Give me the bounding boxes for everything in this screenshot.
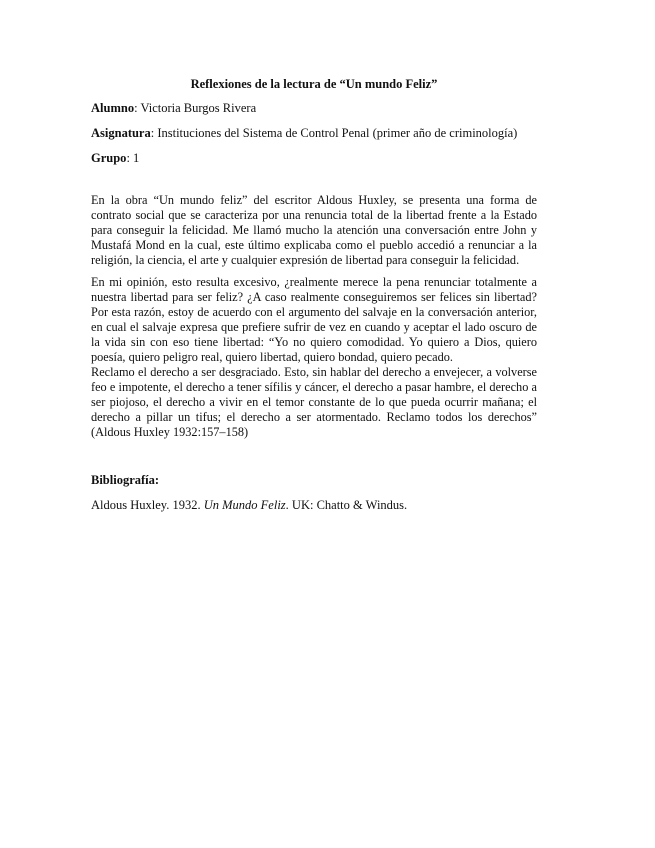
group-line [91,150,537,166]
body-paragraph-2: En mi opinión, esto resulta excesivo, ¿realmente merece la pena renunciar totalmente a nuestra libertad para ser feliz? ¿A caso realmente conseguiremos ser felices sin libertad? Por esta razón, estoy de acuerdo con el argumento del salvaje en la conversación anterior, en cual el salvaje expresa que prefiere sufrir de vez en cuando y aceptar el lado oscuro de la vida sin con eso tiene libertad: “Yo no quiero comodidad. Yo quiero a Dios, quiero poesía, quiero peligro real, quiero libertad, quiero bondad, quiero pecado. [91,275,537,364]
bibliography-author: Aldous Huxley. 1932. [91,498,204,512]
student-line [91,100,537,116]
bibliography-title: Un Mundo Feliz [203,498,286,512]
body-paragraph-1: En la obra “Un mundo feliz” del escritor Aldous Huxley, se presenta una forma de contrato social que se caracteriza por una renuncia total de la libertad frente a la Estado para conseguir la felicidad. Me llamó mucho la atención una conversación entre John y Mustafá Mond en la cual, este último explicaba como el pueblo accedió a renunciar a la religión, la ciencia, el arte y cualquier expresión de libertad para conseguir la felicidad. [91,193,537,267]
subject-value: : Instituciones del Sistema de Control Penal (primer año de criminología) [150,126,518,140]
body-paragraph-3: Reclamo el derecho a ser desgraciado. Esto, sin hablar del derecho a envejecer, a volverse feo e impotente, el derecho a tener sífilis y cáncer, el derecho a pasar hambre, el derecho a ser piojoso, el derecho a vivir en el temor constante de lo que pueda ocurrir mañana; el derecho a pillar un tifus; el derecho a ser atormentado. Reclamo todos los derechos” (Aldous Huxley 1932:157–158) [91,365,537,439]
subject-line [91,125,537,141]
group-value: : 1 [126,151,140,165]
document-title: Reflexiones de la lectura de “Un mundo Feliz” [190,77,438,91]
subject-label: Asignatura [91,126,151,140]
student-label: Alumno [91,101,135,115]
student-value: : Victoria Burgos Rivera [134,101,257,115]
bibliography-entry [91,497,537,513]
document-page [91,76,537,513]
bibliography-publisher: . UK: Chatto & Windus. [285,498,408,512]
bibliography-heading: Bibliografía: [91,473,160,487]
group-label: Grupo [91,151,127,165]
